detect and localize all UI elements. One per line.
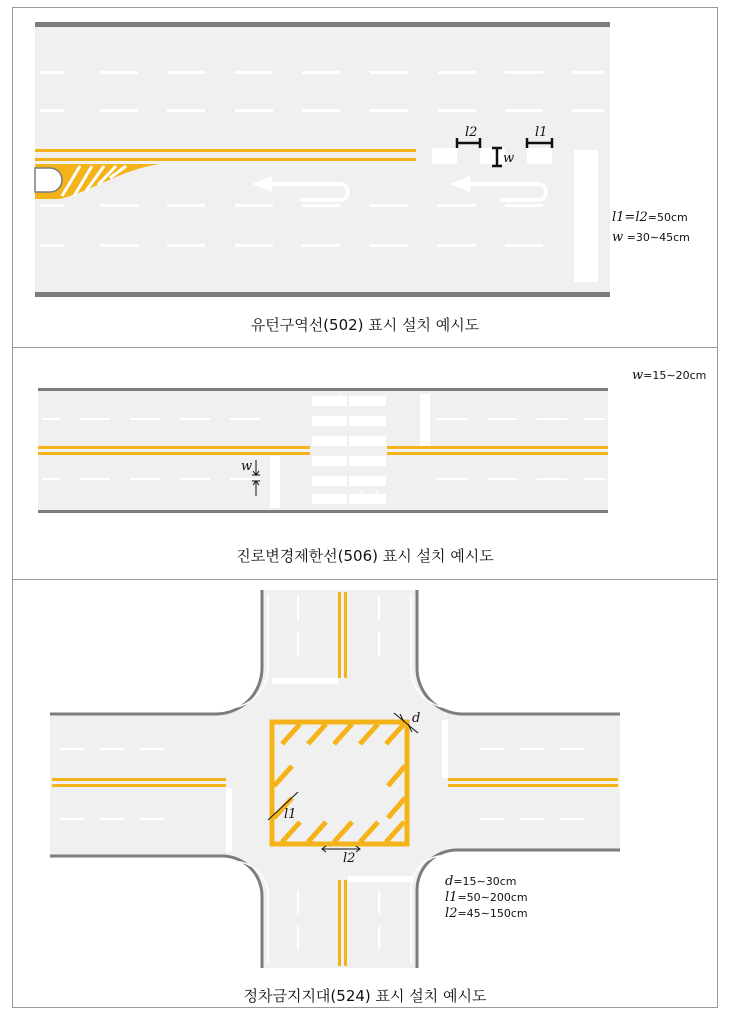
caption-lane-change: 진로변경제한선(506) 표시 설치 예시도 — [236, 547, 494, 565]
road-edge-top — [38, 388, 608, 391]
spec-line-w: w =30∼45cm — [612, 230, 690, 245]
spec-notes-panel-3 — [445, 874, 528, 922]
stop-line — [574, 150, 598, 282]
stop-line-west — [226, 788, 232, 852]
stop-line-east — [442, 720, 448, 778]
stop-line-right — [420, 394, 430, 446]
label-w: w — [241, 459, 253, 474]
panel-1-road — [35, 22, 610, 297]
uturn-zone-marks — [432, 148, 552, 164]
spec-notes-panel-1 — [612, 208, 690, 248]
road-edge-top — [35, 22, 610, 27]
label-l1: l1 — [535, 125, 548, 140]
road-edge-bottom — [35, 292, 610, 297]
panel-3-intersection — [50, 590, 620, 968]
stop-line-north — [272, 678, 338, 684]
label-d: d — [412, 711, 421, 726]
spec-line-l1: l1=50∼200cm — [445, 890, 528, 905]
label-l2: l2 — [343, 851, 356, 866]
stop-line-south — [348, 876, 414, 882]
spec-notes-panel-2 — [632, 366, 706, 386]
label-w: w — [503, 151, 515, 166]
panel-2-road — [38, 388, 608, 513]
label-l1: l1 — [284, 807, 297, 822]
spec-line-d: d=15∼30cm — [445, 874, 517, 889]
label-l2: l2 — [465, 125, 478, 140]
spec-line-l2: l2=45∼150cm — [445, 906, 528, 921]
caption-no-stopping: 정차금지지대(524) 표시 설치 예시도 — [243, 987, 487, 1005]
stop-line-left — [270, 456, 280, 508]
spec-line-w: w=15∼20cm — [632, 368, 707, 383]
spec-line-l1-l2: l1=l2=50cm — [612, 210, 688, 225]
road-edge-bottom — [38, 510, 608, 513]
caption-uturn-zone: 유턴구역선(502) 표시 설치 예시도 — [250, 316, 480, 334]
